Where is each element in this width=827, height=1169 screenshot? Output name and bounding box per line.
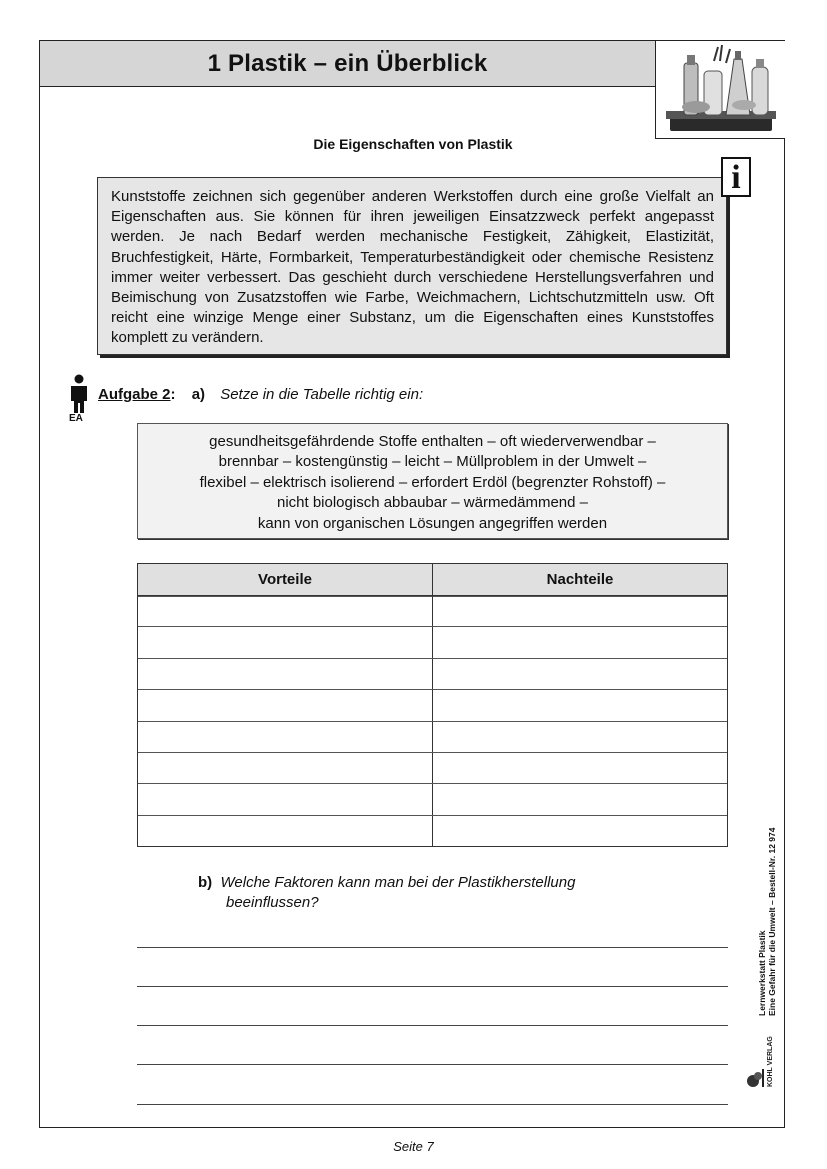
section-heading: Die Eigenschaften von Plastik bbox=[313, 136, 513, 152]
word-bank-line: brennbar – kostengünstig – leicht – Müllproblem in der Umwelt – bbox=[218, 453, 647, 471]
sidebar-line-2: Eine Gefahr für die Umwelt – Bestell-Nr. 12 974 bbox=[767, 827, 777, 1016]
table-row bbox=[138, 596, 727, 627]
word-bank-line: gesundheitsgefährdende Stoffe enthalten – oft wiederverwendbar – bbox=[209, 433, 656, 450]
table-row bbox=[138, 722, 727, 753]
table-cell[interactable] bbox=[138, 753, 432, 783]
part-a-instruction: Setze in die Tabelle richtig ein: bbox=[220, 386, 424, 403]
work-form-label: EA bbox=[69, 413, 83, 424]
table-row bbox=[138, 753, 727, 784]
column-header-nachteile: Nachteile bbox=[432, 564, 727, 595]
part-b-text-line2: beeinflussen? bbox=[226, 894, 319, 911]
part-b-text-line1: Welche Faktoren kann man bei der Plastikherstellung bbox=[220, 874, 576, 891]
table-header-row bbox=[138, 564, 727, 596]
table-cell[interactable] bbox=[432, 596, 727, 626]
plastic-waste-photo bbox=[655, 41, 785, 139]
table-cell[interactable] bbox=[432, 784, 727, 814]
task-line bbox=[98, 386, 423, 403]
answer-line[interactable] bbox=[137, 1064, 728, 1065]
table-row bbox=[138, 627, 727, 658]
table-cell[interactable] bbox=[432, 659, 727, 689]
task-colon: : bbox=[170, 386, 176, 403]
table-cell[interactable] bbox=[432, 690, 727, 720]
answer-line[interactable] bbox=[137, 1104, 728, 1105]
word-bank-line: kann von organischen Lösungen angegriffen werden bbox=[257, 514, 608, 532]
table-cell[interactable] bbox=[138, 690, 432, 720]
part-b-question bbox=[198, 873, 575, 913]
table-cell[interactable] bbox=[138, 659, 432, 689]
table-cell[interactable] bbox=[432, 816, 727, 847]
table-cell[interactable] bbox=[138, 627, 432, 657]
word-bank-box bbox=[137, 423, 728, 539]
title-bar bbox=[40, 41, 655, 87]
info-icon: i bbox=[721, 157, 751, 197]
plastic-waste-icon bbox=[656, 41, 784, 137]
page-title: 1 Plastik – ein Überblick bbox=[207, 50, 488, 77]
part-a-label: a) bbox=[191, 386, 206, 403]
table-row bbox=[138, 816, 727, 847]
publisher-logo-icon bbox=[745, 1021, 783, 1091]
table-cell[interactable] bbox=[138, 784, 432, 814]
person-icon bbox=[68, 374, 90, 414]
column-header-vorteile: Vorteile bbox=[258, 571, 312, 588]
answer-line[interactable] bbox=[137, 986, 728, 987]
page-number: Seite 7 bbox=[393, 1139, 434, 1154]
table-row bbox=[138, 659, 727, 690]
publisher-name: KOHL VERLAG bbox=[767, 1036, 774, 1087]
advantages-disadvantages-table bbox=[137, 563, 728, 847]
worksheet-frame bbox=[39, 40, 785, 1128]
task-title: Aufgabe 2 bbox=[98, 386, 171, 403]
part-b-label: b) bbox=[198, 874, 213, 891]
table-row bbox=[138, 690, 727, 721]
table-cell[interactable] bbox=[432, 753, 727, 783]
info-box: Kunststoffe zeichnen sich gegenüber anderen Werkstoffen durch eine große Vielfalt an Eigenschaften aus. Sie können für ihren jeweiligen Einsatzzweck perfekt angepasst werden. Je nach Bedarf werden mechanische Festigkeit, Zähigkeit, Elastizität, Bruchfestigkeit, Härte, Formbarkeit, Temperaturbeständigkeit oder chemische Resistenz immer weiter verbessert. Das geschieht durch verschiedene Herstellungsverfahren und Beimischung von Zusatzstoffen wie Farbe, Weichmachern, Lichtschutzmitteln usw. Oft reicht eine winzige Menge einer Substanz, um die Eigenschaften eines Kunststoffes komplett zu verändern. bbox=[97, 177, 727, 355]
word-bank-line: flexibel – elektrisch isolierend – erfordert Erdöl (begrenzter Rohstoff) – bbox=[199, 473, 666, 491]
table-cell[interactable] bbox=[138, 596, 432, 626]
answer-line[interactable] bbox=[137, 947, 728, 948]
sidebar-credit bbox=[757, 786, 777, 1016]
sidebar-line-1: Lernwerkstatt Plastik bbox=[757, 930, 767, 1016]
table-cell[interactable] bbox=[138, 722, 432, 752]
table-cell[interactable] bbox=[432, 722, 727, 752]
word-bank-line: nicht biologisch abbaubar – wärmedämmend – bbox=[276, 494, 588, 512]
answer-line[interactable] bbox=[137, 1025, 728, 1026]
table-cell[interactable] bbox=[432, 627, 727, 657]
table-cell[interactable] bbox=[138, 816, 432, 847]
table-row bbox=[138, 784, 727, 815]
